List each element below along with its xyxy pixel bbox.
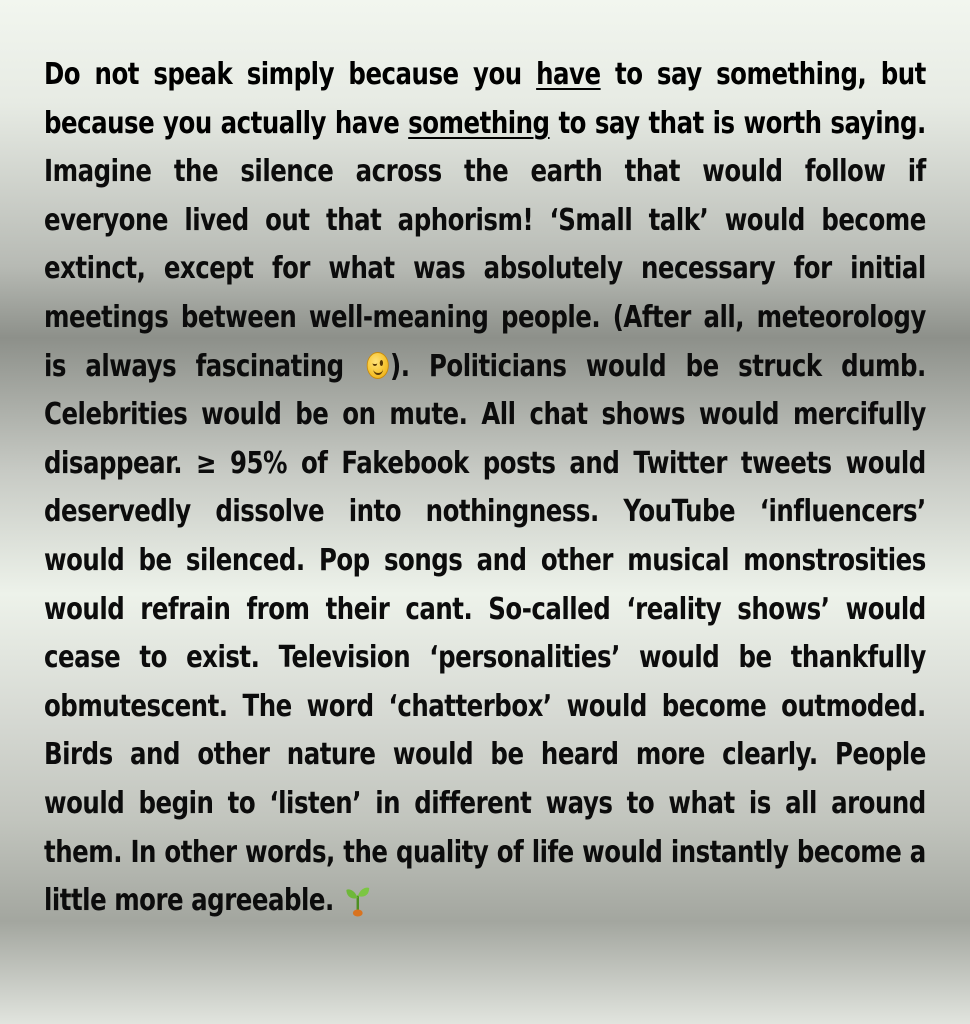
winking-face-icon [366, 352, 388, 379]
lead-sentence [44, 57, 926, 141]
body-text-part-1: Imagine the silence across the earth that would follow if everyone lived out that aphorism! ‘Small talk’ would become extinct, except for what was absolutely necessary for initial meetings between well-meaning people. (After all, meteorology is always fascinating [44, 154, 926, 384]
quote-paragraph [44, 51, 926, 926]
lead-part-2: to say something, but because you actually have [44, 57, 926, 141]
lead-part-1: Do not speak simply because you [44, 57, 537, 92]
lead-part-3: to say that is worth saying. [549, 105, 926, 141]
body-text-part-2: ). Politicians would be struck dumb. Celebrities would be on mute. All chat shows would mercifully disappear. ≥ 95% of Fakebook posts and Twitter tweets would deservedly dissolve into nothingness. YouTube ‘influencers’ would be silenced. Pop songs and other musical monstrosities would refrain from their cant. So-called ‘reality shows’ would cease to exist. Television ‘personalities’ would be thankfully obmutescent. The word ‘chatterbox’ would become outmoded. Birds and other nature would be heard more clearly. People would begin to ‘listen’ in different ways to what is all around them. In other words, the quality of life would instantly become a little more agreeable. [44, 348, 926, 919]
lead-underlined-something: something [408, 105, 550, 141]
seedling-icon [344, 883, 372, 917]
lead-underlined-have: have [536, 57, 601, 92]
